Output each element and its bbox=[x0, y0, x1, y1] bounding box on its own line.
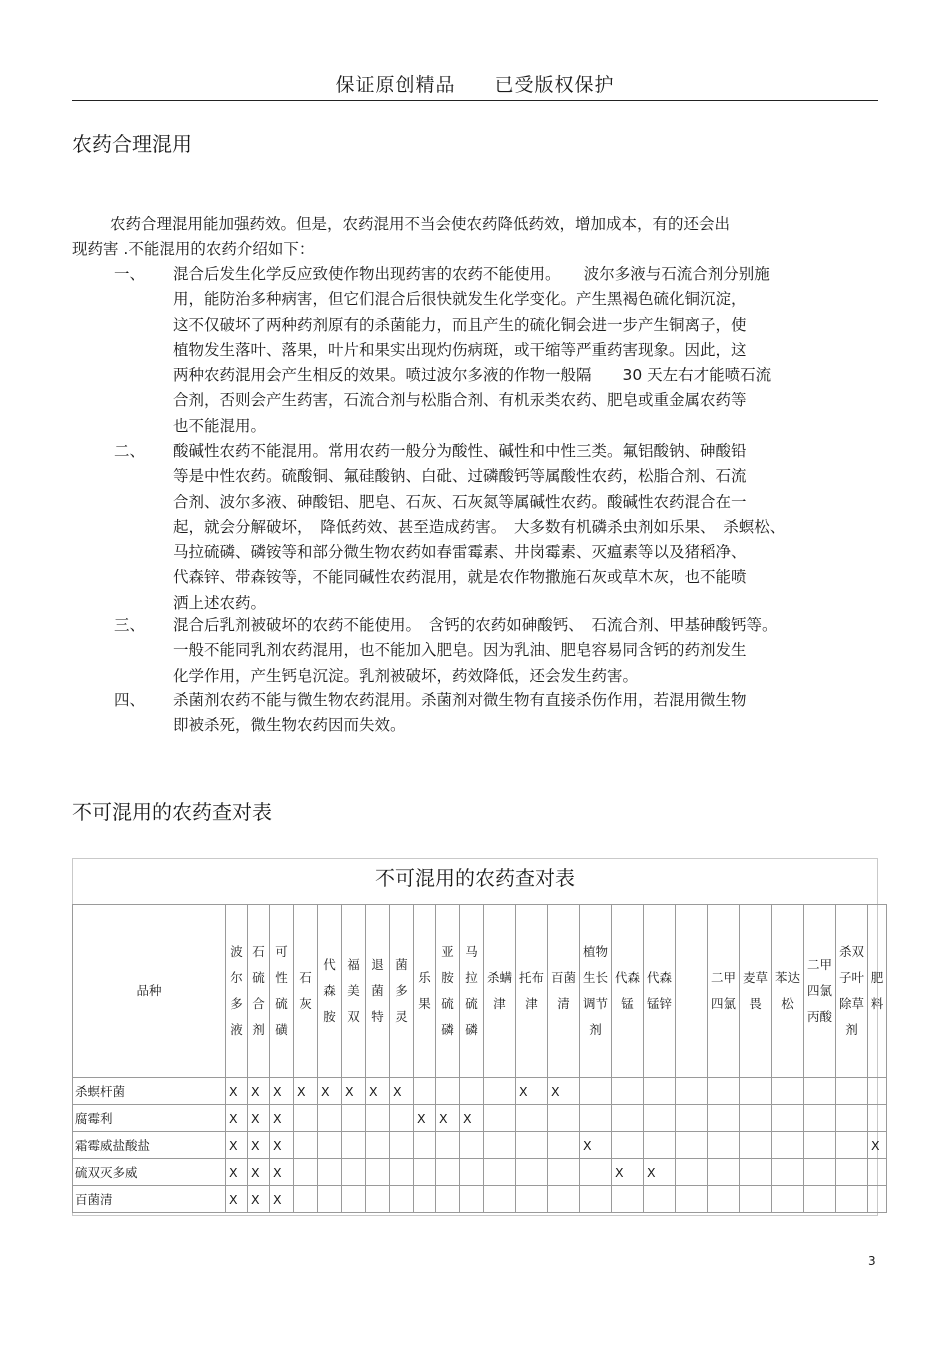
section-title-mixing: 农药合理混用 bbox=[72, 132, 192, 156]
column-header bbox=[270, 905, 294, 1078]
column-header bbox=[366, 905, 390, 1078]
mark-cell bbox=[708, 1159, 740, 1186]
section-title-table: 不可混用的农药查对表 bbox=[72, 800, 272, 824]
mark-cell bbox=[580, 1186, 612, 1213]
row-name-cell: 杀螟杆菌 bbox=[73, 1078, 226, 1105]
row-name-cell: 硫双灭多威 bbox=[73, 1159, 226, 1186]
column-header bbox=[436, 905, 460, 1078]
mark-cell bbox=[460, 1159, 484, 1186]
mark-cell bbox=[342, 1132, 366, 1159]
mark-cell: X bbox=[516, 1078, 548, 1105]
mark-cell bbox=[294, 1186, 318, 1213]
mark-cell bbox=[484, 1159, 516, 1186]
column-header bbox=[484, 905, 516, 1078]
table-row bbox=[73, 1132, 887, 1159]
column-header bbox=[868, 905, 887, 1078]
column-header-label: 亚胺硫磷 bbox=[441, 944, 454, 1037]
mark-cell: X bbox=[270, 1078, 294, 1105]
mark-cell: X bbox=[248, 1159, 270, 1186]
mark-cell bbox=[644, 1105, 676, 1132]
mark-cell bbox=[868, 1159, 887, 1186]
list-item-line: 起，就会分解破坏， 降低药效、甚至造成药害。 大多数有机磷杀虫剂如乐果、 杀螟松、 bbox=[173, 517, 786, 536]
column-header-label: 福美双 bbox=[347, 957, 360, 1024]
mark-cell bbox=[740, 1132, 772, 1159]
mark-cell bbox=[294, 1105, 318, 1132]
mark-cell bbox=[676, 1105, 708, 1132]
column-header bbox=[580, 905, 612, 1078]
mark-cell bbox=[804, 1105, 836, 1132]
column-header-label: 百菌清 bbox=[550, 970, 576, 1011]
column-header-label: 苯达松 bbox=[774, 970, 800, 1011]
mark-cell bbox=[460, 1078, 484, 1105]
compatibility-table bbox=[72, 904, 887, 1213]
mark-cell bbox=[484, 1105, 516, 1132]
mark-cell: X bbox=[868, 1132, 887, 1159]
mark-cell: X bbox=[226, 1186, 248, 1213]
column-header-label: 乐果 bbox=[418, 970, 431, 1011]
column-header-label: 杀双子叶除草剂 bbox=[838, 944, 864, 1037]
mark-cell bbox=[708, 1132, 740, 1159]
page-header bbox=[72, 70, 878, 100]
list-item-line: 等是中性农药。硫酸铜、氟硅酸钠、白砒、过磷酸钙等属酸性农药，松脂合剂、石流 bbox=[173, 467, 747, 486]
mark-cell bbox=[772, 1105, 804, 1132]
list-item-line: 混合后乳剂被破坏的农药不能使用。 含钙的农药如砷酸钙、 石流合剂、甲基砷酸钙等。 bbox=[173, 616, 778, 634]
mark-cell: X bbox=[414, 1105, 436, 1132]
list-item-line: 洒上述农药。 bbox=[173, 593, 267, 612]
list-item-line: 马拉硫磷、磷铵等和部分微生物农药如春雷霉素、井岗霉素、灭瘟素等以及猪稻净、 bbox=[173, 543, 747, 562]
mark-cell bbox=[740, 1078, 772, 1105]
intro-line: 农药合理混用能加强药效。但是，农药混用不当会使农药降低药效，增加成本，有的还会出 bbox=[110, 215, 731, 233]
list-item-line: 合剂，否则会产生药害，石流合剂与松脂合剂、有机汞类农药、肥皂或重金属农药等 bbox=[173, 391, 747, 410]
mark-cell bbox=[612, 1105, 644, 1132]
mark-cell bbox=[804, 1186, 836, 1213]
list-item-number: 四、 bbox=[114, 691, 146, 709]
mark-cell bbox=[390, 1159, 414, 1186]
mark-cell bbox=[516, 1186, 548, 1213]
mark-cell bbox=[676, 1132, 708, 1159]
column-header bbox=[342, 905, 366, 1078]
mark-cell bbox=[740, 1186, 772, 1213]
list-item-number: 二、 bbox=[114, 442, 146, 460]
intro-paragraph bbox=[72, 212, 862, 262]
mark-cell: X bbox=[248, 1132, 270, 1159]
table-row bbox=[73, 1186, 887, 1213]
column-header-label: 肥料 bbox=[870, 970, 884, 1011]
mark-cell: X bbox=[318, 1078, 342, 1105]
mark-cell bbox=[548, 1159, 580, 1186]
column-header bbox=[226, 905, 248, 1078]
column-header bbox=[804, 905, 836, 1078]
mark-cell bbox=[740, 1105, 772, 1132]
column-header bbox=[390, 905, 414, 1078]
mark-cell bbox=[484, 1186, 516, 1213]
mark-cell bbox=[548, 1132, 580, 1159]
mark-cell bbox=[548, 1105, 580, 1132]
column-header-label: 可性硫磺 bbox=[275, 944, 288, 1037]
column-header bbox=[548, 905, 580, 1078]
mark-cell bbox=[390, 1186, 414, 1213]
mark-cell: X bbox=[248, 1078, 270, 1105]
mark-cell: X bbox=[270, 1105, 294, 1132]
mark-cell: X bbox=[342, 1078, 366, 1105]
column-header bbox=[740, 905, 772, 1078]
mark-cell bbox=[414, 1132, 436, 1159]
mark-cell bbox=[318, 1105, 342, 1132]
mark-cell bbox=[436, 1186, 460, 1213]
mark-cell: X bbox=[366, 1078, 390, 1105]
column-header-label: 波尔多液 bbox=[230, 944, 243, 1037]
list-item-line: 代森锌、带森铵等，不能同碱性农药混用，就是农作物撒施石灰或草木灰，也不能喷 bbox=[173, 568, 747, 587]
mark-cell bbox=[390, 1132, 414, 1159]
column-header bbox=[676, 905, 708, 1078]
column-header bbox=[644, 905, 676, 1078]
mark-cell bbox=[708, 1105, 740, 1132]
mark-cell bbox=[644, 1078, 676, 1105]
mark-cell bbox=[516, 1159, 548, 1186]
table-header-row bbox=[73, 905, 887, 1078]
column-header-label: 代森锰锌 bbox=[646, 970, 672, 1011]
mark-cell bbox=[644, 1132, 676, 1159]
mark-cell: X bbox=[390, 1078, 414, 1105]
column-header-label: 代森胺 bbox=[323, 957, 336, 1024]
mark-cell bbox=[580, 1078, 612, 1105]
mark-cell: X bbox=[226, 1132, 248, 1159]
mark-cell bbox=[294, 1132, 318, 1159]
mark-cell bbox=[414, 1186, 436, 1213]
mark-cell bbox=[436, 1078, 460, 1105]
list-item-line: 也不能混用。 bbox=[173, 416, 267, 435]
column-header-label: 代森锰 bbox=[614, 970, 640, 1011]
mark-cell bbox=[836, 1186, 868, 1213]
mark-cell bbox=[836, 1159, 868, 1186]
column-header bbox=[318, 905, 342, 1078]
list-item-line: 用，能防治多种病害，但它们混合后很快就发生化学变化。产生黑褐色硫化铜沉淀， bbox=[173, 290, 747, 309]
mark-cell bbox=[580, 1105, 612, 1132]
column-header-label: 托布津 bbox=[518, 970, 544, 1011]
column-header-label: 菌多灵 bbox=[395, 957, 408, 1024]
header-divider bbox=[72, 100, 878, 101]
list-item-line: 这不仅破坏了两种药剂原有的杀菌能力，而且产生的硫化铜会进一步产生铜离子，使 bbox=[173, 315, 747, 334]
mark-cell bbox=[740, 1159, 772, 1186]
mark-cell bbox=[772, 1159, 804, 1186]
mark-cell: X bbox=[270, 1159, 294, 1186]
mark-cell bbox=[708, 1078, 740, 1105]
mark-cell bbox=[804, 1132, 836, 1159]
mark-cell bbox=[676, 1078, 708, 1105]
mark-cell: X bbox=[226, 1159, 248, 1186]
list-item-line: 混合后发生化学反应致使作物出现药害的农药不能使用。 波尔多液与石流合剂分别施 bbox=[173, 265, 770, 283]
mark-cell bbox=[676, 1186, 708, 1213]
header-right-text: 已受版权保护 bbox=[494, 74, 615, 96]
mark-cell bbox=[484, 1078, 516, 1105]
table-row bbox=[73, 1078, 887, 1105]
mark-cell bbox=[868, 1186, 887, 1213]
mark-cell bbox=[868, 1078, 887, 1105]
table-caption: 不可混用的农药查对表 bbox=[375, 866, 575, 890]
mark-cell bbox=[804, 1078, 836, 1105]
mark-cell bbox=[772, 1186, 804, 1213]
mark-cell bbox=[708, 1186, 740, 1213]
intro-line: 现药害 .不能混用的农药介绍如下： bbox=[72, 240, 315, 258]
mark-cell bbox=[612, 1078, 644, 1105]
column-header-label: 二甲四氯 bbox=[710, 970, 736, 1011]
column-header-label: 二甲四氯丙酸 bbox=[806, 957, 832, 1024]
list-item-number: 三、 bbox=[114, 616, 146, 634]
mark-cell: X bbox=[226, 1078, 248, 1105]
column-header bbox=[836, 905, 868, 1078]
list-item-line: 一般不能同乳剂农药混用，也不能加入肥皂。因为乳油、肥皂容易同含钙的药剂发生 bbox=[173, 641, 747, 660]
mark-cell bbox=[836, 1078, 868, 1105]
column-header-label: 石灰 bbox=[299, 970, 312, 1011]
list-item-line: 即被杀死，微生物农药因而失效。 bbox=[173, 716, 406, 735]
list-item-line: 植物发生落叶、落果，叶片和果实出现灼伤病斑，或干缩等严重药害现象。因此，这 bbox=[173, 340, 747, 359]
list-item-line: 化学作用，产生钙皂沉淀。乳剂被破坏，药效降低，还会发生药害。 bbox=[173, 666, 639, 685]
list-item-line: 合剂、波尔多液、砷酸铝、肥皂、石灰、石灰氮等属碱性农药。酸碱性农药混合在一 bbox=[173, 492, 747, 511]
page-number: 3 bbox=[868, 1254, 876, 1268]
mark-cell: X bbox=[644, 1159, 676, 1186]
mark-cell: X bbox=[226, 1105, 248, 1132]
mark-cell: X bbox=[294, 1078, 318, 1105]
mark-cell bbox=[516, 1105, 548, 1132]
mark-cell bbox=[318, 1132, 342, 1159]
mark-cell: X bbox=[612, 1159, 644, 1186]
column-header-label: 石硫合剂 bbox=[252, 944, 265, 1037]
list-item-line: 酸碱性农药不能混用。常用农药一般分为酸性、碱性和中性三类。氟铝酸钠、砷酸铅 bbox=[173, 442, 747, 460]
mark-cell bbox=[516, 1132, 548, 1159]
mark-cell: X bbox=[548, 1078, 580, 1105]
mark-cell bbox=[644, 1186, 676, 1213]
column-header-label: 退菌特 bbox=[371, 957, 384, 1024]
mark-cell bbox=[294, 1159, 318, 1186]
table-row bbox=[73, 1159, 887, 1186]
mark-cell bbox=[460, 1132, 484, 1159]
mark-cell bbox=[366, 1186, 390, 1213]
mark-cell: X bbox=[248, 1105, 270, 1132]
mark-cell bbox=[436, 1132, 460, 1159]
mark-cell: X bbox=[580, 1132, 612, 1159]
mark-cell bbox=[676, 1159, 708, 1186]
list-item-line: 两种农药混用会产生相反的效果。喷过波尔多液的作物一般隔 30 天左右才能喷石流 bbox=[173, 366, 772, 385]
mark-cell: X bbox=[460, 1105, 484, 1132]
list-item-number: 一、 bbox=[114, 265, 146, 283]
mark-cell bbox=[414, 1159, 436, 1186]
table-row bbox=[73, 1105, 887, 1132]
mark-cell bbox=[868, 1105, 887, 1132]
mark-cell: X bbox=[270, 1186, 294, 1213]
column-header bbox=[460, 905, 484, 1078]
mark-cell bbox=[484, 1132, 516, 1159]
mark-cell bbox=[548, 1186, 580, 1213]
column-header-label: 麦草畏 bbox=[742, 970, 768, 1011]
mark-cell bbox=[414, 1078, 436, 1105]
column-header bbox=[772, 905, 804, 1078]
row-header-cell bbox=[73, 905, 226, 1078]
mark-cell bbox=[836, 1132, 868, 1159]
column-header bbox=[414, 905, 436, 1078]
mark-cell bbox=[772, 1132, 804, 1159]
mark-cell bbox=[390, 1105, 414, 1132]
mark-cell bbox=[342, 1159, 366, 1186]
mark-cell bbox=[804, 1159, 836, 1186]
row-header-label: 品种 bbox=[136, 983, 162, 998]
column-header bbox=[294, 905, 318, 1078]
column-header-label: 杀螨津 bbox=[486, 970, 512, 1011]
list-item-line: 杀菌剂农药不能与微生物农药混用。杀菌剂对微生物有直接杀伤作用，若混用微生物 bbox=[173, 691, 747, 709]
mark-cell bbox=[836, 1105, 868, 1132]
mark-cell bbox=[612, 1186, 644, 1213]
mark-cell bbox=[612, 1132, 644, 1159]
mark-cell bbox=[460, 1186, 484, 1213]
row-name-cell: 腐霉利 bbox=[73, 1105, 226, 1132]
mark-cell bbox=[772, 1078, 804, 1105]
column-header bbox=[248, 905, 270, 1078]
mark-cell bbox=[436, 1159, 460, 1186]
mark-cell bbox=[580, 1159, 612, 1186]
column-header bbox=[516, 905, 548, 1078]
row-name-cell: 霜霉威盐酸盐 bbox=[73, 1132, 226, 1159]
column-header-label: 马拉硫磷 bbox=[465, 944, 478, 1037]
header-left-text: 保证原创精品 bbox=[335, 74, 456, 96]
mark-cell bbox=[366, 1132, 390, 1159]
mark-cell: X bbox=[270, 1132, 294, 1159]
row-name-cell: 百菌清 bbox=[73, 1186, 226, 1213]
mark-cell bbox=[318, 1186, 342, 1213]
column-header bbox=[612, 905, 644, 1078]
column-header bbox=[708, 905, 740, 1078]
mark-cell: X bbox=[248, 1186, 270, 1213]
mark-cell bbox=[318, 1159, 342, 1186]
mark-cell: X bbox=[436, 1105, 460, 1132]
column-header-label: 植物生长调节剂 bbox=[582, 944, 608, 1037]
mark-cell bbox=[366, 1159, 390, 1186]
mark-cell bbox=[342, 1186, 366, 1213]
mark-cell bbox=[342, 1105, 366, 1132]
mark-cell bbox=[366, 1105, 390, 1132]
